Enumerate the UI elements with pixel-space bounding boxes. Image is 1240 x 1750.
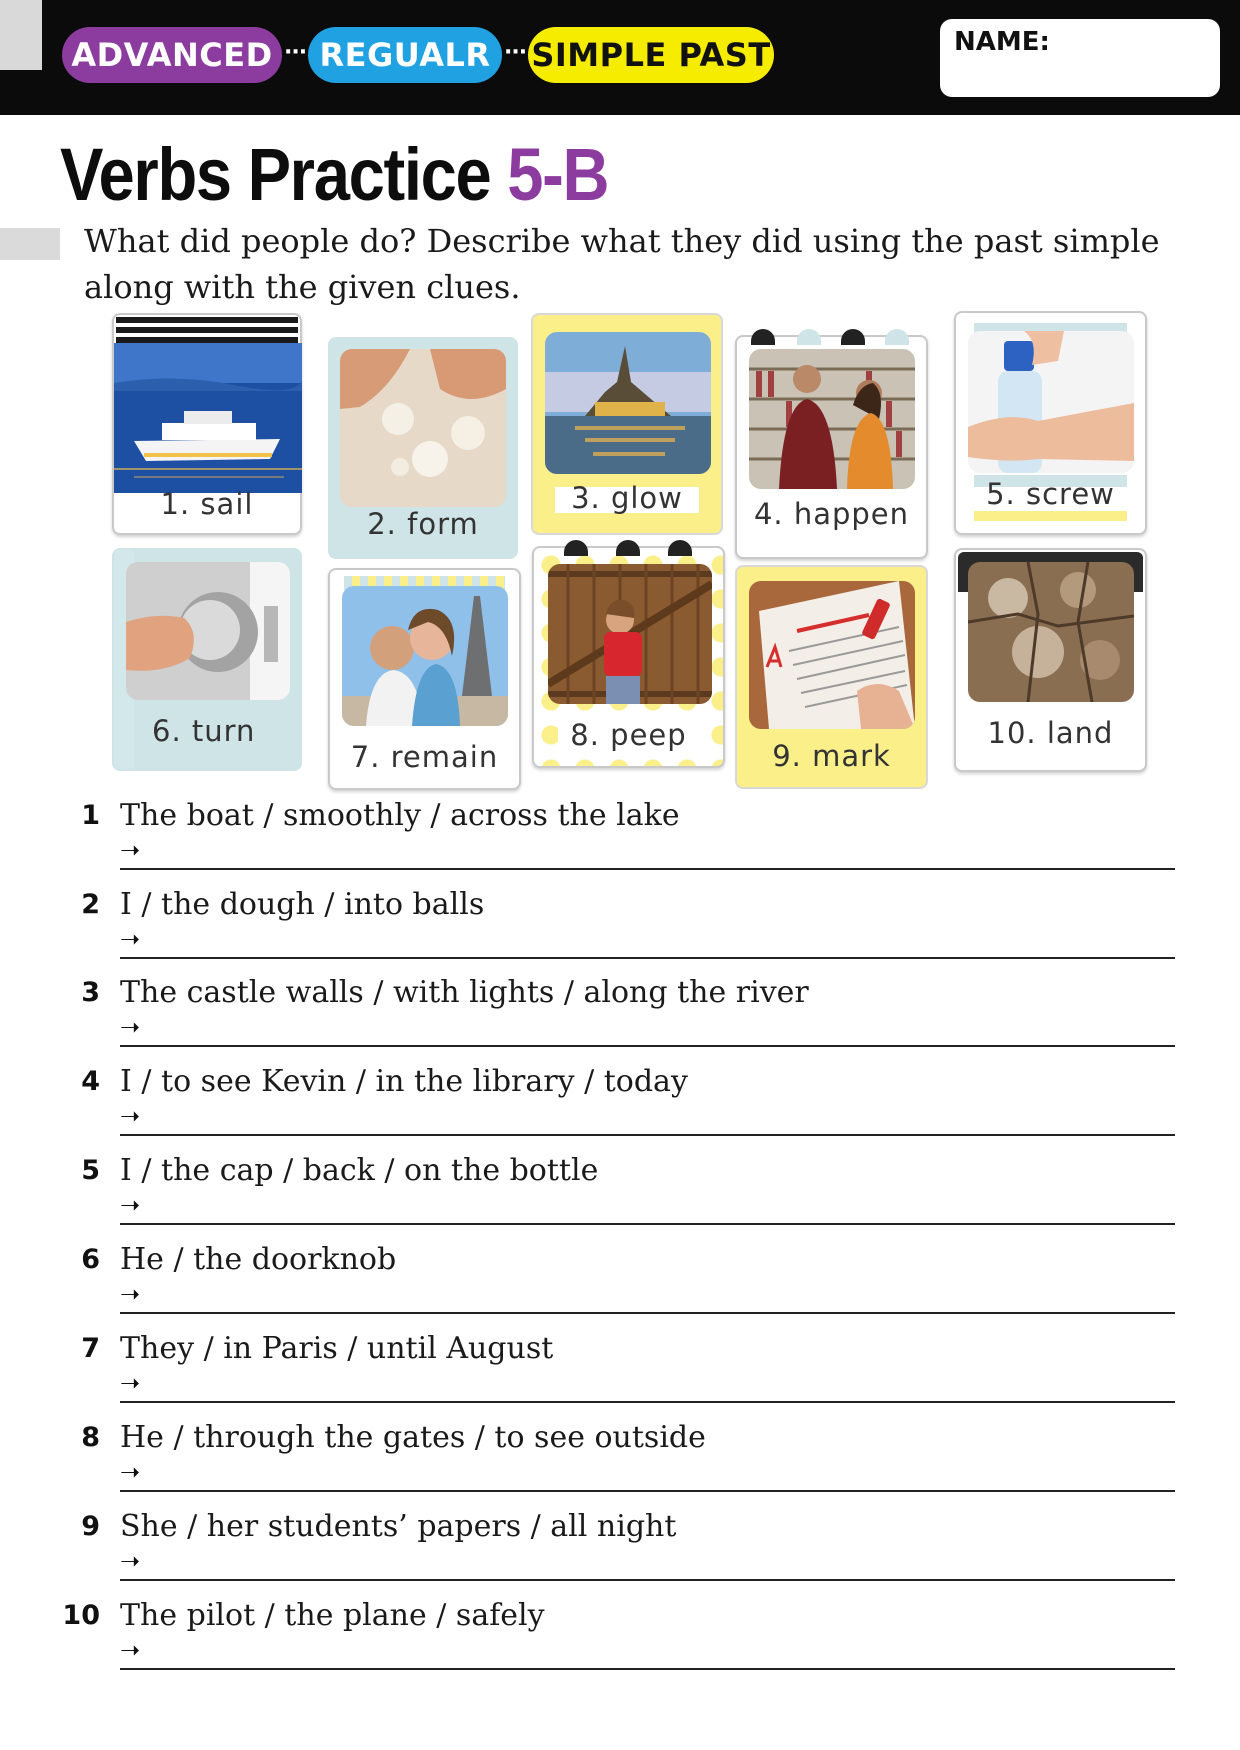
card-label: 8. peep: [570, 718, 687, 752]
exercise-item: [60, 800, 1175, 888]
badge-connector: ···: [284, 40, 307, 65]
answer-line[interactable]: [120, 1045, 1175, 1047]
card-label: 2. form: [367, 507, 479, 541]
item-prompt: The pilot / the plane / safely: [120, 1598, 545, 1633]
name-field[interactable]: [940, 19, 1220, 97]
graded-paper-photo: [749, 581, 915, 729]
badge-connector: ···: [504, 40, 527, 65]
arrow-icon: ➝: [120, 1547, 141, 1575]
bottle-cap-photo: [968, 331, 1134, 473]
answer-line[interactable]: [120, 1401, 1175, 1403]
picture-card-form: [328, 337, 518, 559]
card-label: 3. glow: [571, 481, 683, 515]
card-decoration: [974, 511, 1127, 521]
item-prompt: I / to see Kevin / in the library / today: [120, 1064, 688, 1099]
card-decoration: [668, 540, 692, 556]
boy-at-gate-photo: [548, 564, 712, 704]
card-label: 7. remain: [350, 740, 499, 774]
header-bar: [0, 0, 1240, 115]
picture-card-land: [954, 548, 1147, 772]
type-badge: REGUALR: [308, 27, 502, 83]
answer-line[interactable]: [120, 1668, 1175, 1670]
instructions: What did people do? Describe what they did using the past simple along with the given clues.: [84, 222, 1160, 306]
exercise-item: [60, 1422, 1175, 1510]
card-decoration: [885, 329, 909, 345]
arrow-icon: ➝: [120, 1636, 141, 1664]
item-number: 9: [81, 1511, 100, 1542]
picture-card-remain: [328, 568, 521, 790]
dough-balls-photo: [340, 349, 506, 507]
arrow-icon: ➝: [120, 1280, 141, 1308]
item-prompt: The castle walls / with lights / along the river: [120, 975, 809, 1010]
corner-mark: [0, 0, 42, 70]
item-prompt: He / the doorknob: [120, 1242, 397, 1277]
side-tab-marker: [0, 228, 60, 260]
doorknob-photo: [126, 562, 290, 700]
item-prompt: He / through the gates / to see outside: [120, 1420, 706, 1455]
item-number: 5: [81, 1155, 100, 1186]
exercise-item: [60, 1066, 1175, 1154]
castle-at-dusk-photo: [545, 332, 711, 474]
name-label: NAME:: [954, 27, 1050, 57]
card-decoration: [616, 540, 640, 556]
library-meeting-photo: [749, 349, 915, 489]
arrow-icon: ➝: [120, 1191, 141, 1219]
title-accent: 5-B: [507, 133, 609, 216]
exercise-item: [60, 1155, 1175, 1243]
card-decoration: [797, 329, 821, 345]
item-prompt: I / the dough / into balls: [120, 887, 485, 922]
picture-card-mark: [735, 565, 928, 789]
item-number: 1: [81, 800, 100, 831]
item-prompt: I / the cap / back / on the bottle: [120, 1153, 599, 1188]
answer-line[interactable]: [120, 1223, 1175, 1225]
item-prompt: She / her students’ papers / all night: [120, 1509, 677, 1544]
title-main: Verbs Practice: [60, 133, 491, 216]
item-number: 4: [81, 1066, 100, 1097]
picture-card-peep: [532, 546, 725, 768]
arrow-icon: ➝: [120, 1013, 141, 1041]
item-number: 8: [81, 1422, 100, 1453]
arrow-icon: ➝: [120, 836, 141, 864]
item-number: 3: [81, 977, 100, 1008]
answer-line[interactable]: [120, 957, 1175, 959]
answer-line[interactable]: [120, 868, 1175, 870]
arrow-icon: ➝: [120, 1458, 141, 1486]
level-badge: ADVANCED: [62, 27, 282, 83]
card-decoration: [841, 329, 865, 345]
exercise-item: [60, 1244, 1175, 1332]
card-label: 1. sail: [160, 487, 254, 521]
answer-line[interactable]: [120, 1579, 1175, 1581]
item-number: 2: [81, 889, 100, 920]
picture-card-glow: [531, 313, 723, 535]
picture-card-screw: [954, 311, 1147, 535]
item-prompt: They / in Paris / until August: [120, 1331, 554, 1366]
couple-in-paris-photo: [342, 586, 508, 726]
picture-card-turn: [112, 548, 302, 771]
arrow-icon: ➝: [120, 925, 141, 953]
answer-line[interactable]: [120, 1312, 1175, 1314]
arrow-icon: ➝: [120, 1102, 141, 1130]
cracked-earth-photo: [968, 562, 1134, 702]
item-number: 7: [81, 1333, 100, 1364]
picture-card-sail: [112, 313, 302, 535]
card-label: 5. screw: [986, 477, 1115, 511]
card-decoration: [564, 540, 588, 556]
item-number: 10: [62, 1600, 100, 1631]
exercise-item: [60, 1600, 1175, 1688]
card-label: 10. land: [987, 716, 1114, 750]
cruise-ship-photo: [114, 343, 302, 493]
card-decoration: [751, 329, 775, 345]
answer-line[interactable]: [120, 1490, 1175, 1492]
card-label: 9. mark: [772, 739, 891, 773]
picture-card-happen: [735, 335, 928, 559]
card-label: 4. happen: [753, 497, 910, 531]
exercise-item: [60, 977, 1175, 1065]
tense-badge: SIMPLE PAST: [528, 27, 774, 83]
arrow-icon: ➝: [120, 1369, 141, 1397]
exercise-item: [60, 889, 1175, 977]
item-prompt: The boat / smoothly / across the lake: [120, 798, 680, 833]
answer-line[interactable]: [120, 1134, 1175, 1136]
exercise-item: [60, 1333, 1175, 1421]
exercise-item: [60, 1511, 1175, 1599]
item-number: 6: [81, 1244, 100, 1275]
card-label: 6. turn: [152, 714, 256, 748]
page-title: [60, 132, 608, 217]
